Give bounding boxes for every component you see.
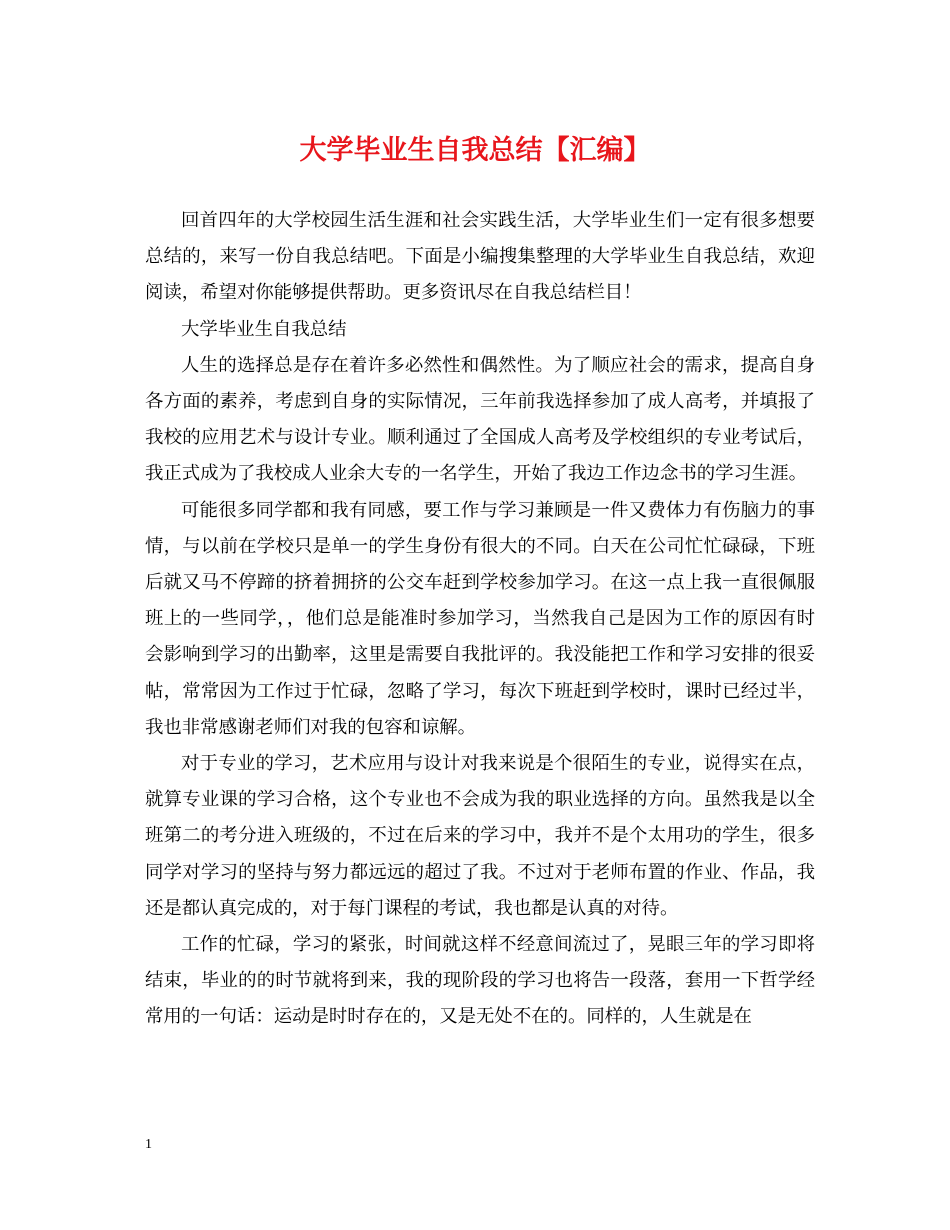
body-paragraph: 人生的选择总是存在着许多必然性和偶然性。为了顺应社会的需求，提高自身各方面的素养，考虑到自身的实际情况，三年前我选择参加了成人高考，并填报了我校的应用艺术与设计专业。顺利通过了全国成人高考及学校组织的专业考试后，我正式成为了我校成人业余大专的一名学生，开始了我边工作边念书的学习生涯。 <box>145 354 815 485</box>
document-title: 大学毕业生自我总结【汇编】 <box>299 135 651 166</box>
body-paragraph: 可能很多同学都和我有同感，要工作与学习兼顾是一件又费体力有伤脑力的事情，与以前在学校只是单一的学生身份有很大的不同。白天在公司忙忙碌碌，下班后就又马不停蹄的挤着拥挤的公交车赶到学校参加学习。在这一点上我一直很佩服班上的一些同学，，他们总是能准时参加学习，当然我自己是因为工作的原因有时会影响到学习的出勤率，这里是需要自我批评的。我没能把工作和学习安排的很妥帖，常常因为工作过于忙碌，忽略了学习，每次下班赶到学校时，课时已经过半，我也非常感谢老师们对我的包容和谅解。 <box>145 499 815 738</box>
body-paragraph: 对于专业的学习，艺术应用与设计对我来说是个很陌生的专业，说得实在点，就算专业课的学习合格，这个专业也不会成为我的职业选择的方向。虽然我是以全班第二的考分进入班级的，不过在后来的学习中，我并不是个太用功的学生，很多同学对学习的坚持与努力都远远的超过了我。不过对于老师布置的作业、作品，我还是都认真完成的，对于每门课程的考试，我也都是认真的对待。 <box>145 753 815 919</box>
page-number: 1 <box>145 1137 152 1152</box>
intro-paragraph: 回首四年的大学校园生活生涯和社会实践生活，大学毕业生们一定有很多想要总结的，来写一份自我总结吧。下面是小编搜集整理的大学毕业生自我总结，欢迎阅读，希望对你能够提供帮助。更多资讯尽在自我总结栏目！ <box>145 210 815 304</box>
document-body <box>145 203 815 1036</box>
section-heading: 大学毕业生自我总结 <box>181 318 347 340</box>
body-paragraph: 工作的忙碌，学习的紧张，时间就这样不经意间流过了，晃眼三年的学习即将结束，毕业的的时节就将到来，我的现阶段的学习也将告一段落，套用一下哲学经常用的一句话：运动是时时存在的，又是无处不在的。同样的，人生就是在 <box>145 934 815 1028</box>
